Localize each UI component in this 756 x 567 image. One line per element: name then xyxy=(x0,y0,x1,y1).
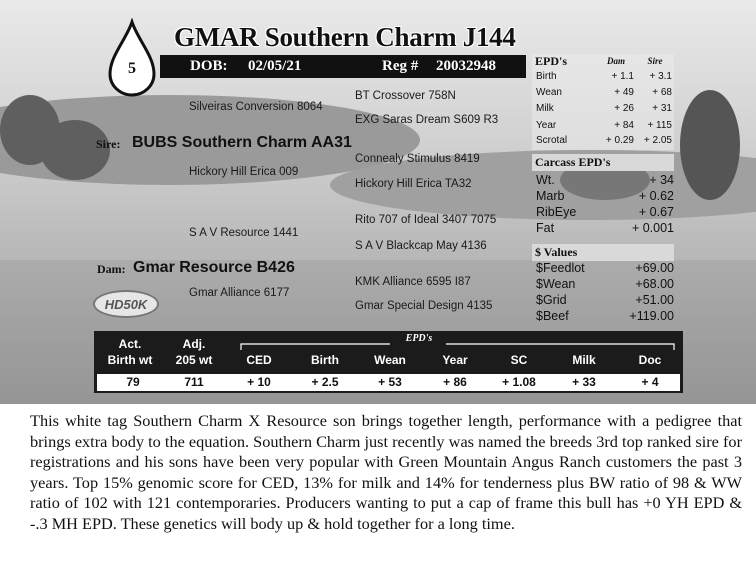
col-ced: CED xyxy=(246,353,272,367)
epd-dam-value: + 49 xyxy=(614,87,634,98)
sire-dam: Hickory Hill Erica 009 xyxy=(189,166,299,178)
sire-name: BUBS Southern Charm AA31 xyxy=(132,134,352,151)
carcass-box xyxy=(532,154,674,238)
carcass-value: + 34 xyxy=(649,173,674,187)
epd-row-label: Birth xyxy=(536,71,557,82)
carcass-title: Carcass EPD's xyxy=(532,154,674,171)
sire-label: Sire: xyxy=(96,137,121,151)
dd-sire: KMK Alliance 6595 I87 xyxy=(355,276,471,288)
dollar-label: $Feedlot xyxy=(536,261,585,275)
epd-group-bracket xyxy=(240,339,676,351)
sd-dam: Hickory Hill Erica TA32 xyxy=(355,178,472,190)
carcass-label: Wt. xyxy=(536,173,555,187)
performance-values-row xyxy=(97,374,680,391)
dam-dam: Gmar Alliance 6177 xyxy=(189,287,290,299)
epd-sire-value: + 115 xyxy=(647,120,672,131)
epd-sire-value: + 2.05 xyxy=(643,135,672,146)
col-milk: Milk xyxy=(572,353,596,367)
reg-value: 20032948 xyxy=(436,58,496,74)
animal-name: GMAR Southern Charm J144 xyxy=(174,22,516,52)
ds-dam: S A V Blackcap May 4136 xyxy=(355,240,487,252)
dollar-value: +68.00 xyxy=(635,277,674,291)
carcass-value: + 0.67 xyxy=(638,205,674,219)
epd-dam-value: + 0.29 xyxy=(605,135,634,146)
act-label-1: Act. xyxy=(118,337,142,351)
dollar-value: +119.00 xyxy=(629,309,674,323)
value-year: + 86 xyxy=(443,375,467,389)
col-birth: Birth xyxy=(311,353,339,367)
hd50k-badge xyxy=(93,290,159,318)
dam-sire: S A V Resource 1441 xyxy=(189,227,299,239)
act-birth-wt: 79 xyxy=(126,375,140,389)
col-year: Year xyxy=(442,353,468,367)
performance-table xyxy=(94,331,683,393)
lot-number: 5 xyxy=(128,60,136,77)
epd-row-label: Year xyxy=(536,120,557,131)
col-doc: Doc xyxy=(638,353,662,367)
dollar-label: $Beef xyxy=(536,309,569,323)
epd-group-label: EPD's xyxy=(405,333,433,344)
epd-dam-value: + 26 xyxy=(614,103,634,114)
epd-box xyxy=(532,54,674,150)
reg-label: Reg # xyxy=(382,58,419,74)
dollar-value: +51.00 xyxy=(635,293,674,307)
lot-drop-icon xyxy=(106,18,158,98)
epd-row-label: Scrotal xyxy=(536,135,568,146)
adj-205-wt: 711 xyxy=(184,375,204,389)
epd-sire-value: + 68 xyxy=(652,87,672,98)
value-ced: + 10 xyxy=(247,375,271,389)
col-sc: SC xyxy=(510,353,528,367)
carcass-value: + 0.001 xyxy=(631,221,674,235)
value-birth: + 2.5 xyxy=(311,375,339,389)
dollar-label: $Grid xyxy=(536,293,567,307)
epd-col-dam: Dam xyxy=(607,56,625,66)
dollar-value: +69.00 xyxy=(635,261,674,275)
dam-label: Dam: xyxy=(97,262,126,276)
ss-dam: EXG Saras Dream S609 R3 xyxy=(355,114,499,126)
dd-dam: Gmar Special Design 4135 xyxy=(355,300,493,312)
value-sc: + 1.08 xyxy=(502,375,536,389)
act-label-2: Birth wt xyxy=(107,353,153,367)
sd-sire: Connealy Stimulus 8419 xyxy=(355,153,480,165)
epd-row-label: Milk xyxy=(536,103,554,114)
carcass-value: + 0.62 xyxy=(638,189,674,203)
description-paragraph: This white tag Southern Charm X Resource son brings together length, performance with a pedigree that brings extra body to the equation. Southern Charm just recently was named the breeds 3rd top ranked sire for registrations and his sons have been very popular with Green Mountain Angus Ranch customers the past 3 years. Top 15% genomic score for CED, 13% for milk and 14% for tenderness plus BW ratio of 98 & WW ratio of 102 with 121 contemporaries. Producers wanting to put a cap of frame this bull has +0 YH EPD & -.3 MH EPD. These genetics will body up & hold together for a long time. xyxy=(30,411,742,533)
dollar-values-box xyxy=(532,244,674,326)
sire-sire: Silveiras Conversion 8064 xyxy=(189,101,323,113)
epd-sire-value: + 3.1 xyxy=(649,71,672,82)
value-milk: + 33 xyxy=(572,375,596,389)
dollar-values-title: $ Values xyxy=(532,244,674,261)
ss-sire: BT Crossover 758N xyxy=(355,90,456,102)
dob-reg-bar xyxy=(160,55,526,78)
epd-row-label: Wean xyxy=(536,87,562,98)
epd-dam-value: + 1.1 xyxy=(611,71,634,82)
dam-name: Gmar Resource B426 xyxy=(133,259,295,276)
epd-title: EPD's xyxy=(535,54,568,68)
col-wean: Wean xyxy=(374,353,406,367)
epd-sire-value: + 31 xyxy=(652,103,672,114)
carcass-label: RibEye xyxy=(536,205,577,219)
epd-dam-value: + 84 xyxy=(614,120,634,131)
adj-label-1: Adj. xyxy=(182,337,206,351)
ds-sire: Rito 707 of Ideal 3407 7075 xyxy=(355,214,497,226)
carcass-label: Marb xyxy=(536,189,565,203)
value-wean: + 53 xyxy=(378,375,402,389)
carcass-label: Fat xyxy=(536,221,555,235)
dollar-label: $Wean xyxy=(536,277,576,291)
hd50k-text: HD50K xyxy=(104,297,148,312)
dob-label: DOB: xyxy=(190,58,228,74)
adj-label-2: 205 wt xyxy=(175,353,213,367)
value-doc: + 4 xyxy=(641,375,659,389)
dob-value: 02/05/21 xyxy=(248,58,302,74)
epd-col-sire: Sire xyxy=(647,56,663,66)
